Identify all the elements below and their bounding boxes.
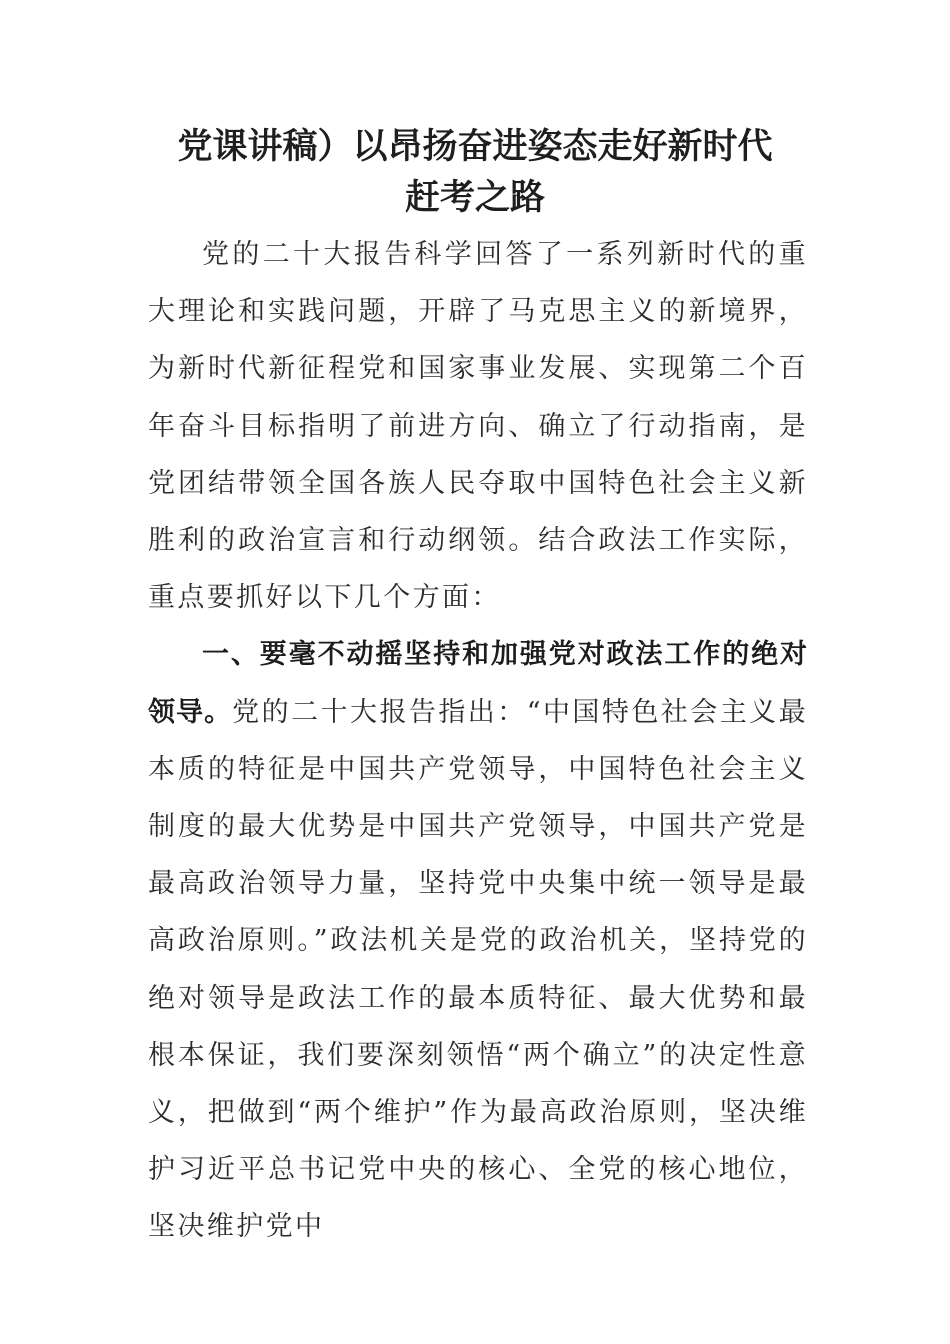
document-title-line-1: 党课讲稿）以昂扬奋进姿态走好新时代 bbox=[177, 127, 773, 167]
document-title-line-2: 赶考之路 bbox=[404, 178, 545, 218]
intro-paragraph: 党的二十大报告科学回答了一系列新时代的重大理论和实践问题，开辟了马克思主义的新境界，为新时代新征程党和国家事业发展、实现第二个百年奋斗目标指明了前进方向、确立了行动指南，是党团结带领全国各族人民夺取中国特色社会主义新胜利的政治宣言和行动纲领。结合政法工作实际，重点要抓好以下几个方面： bbox=[148, 239, 808, 614]
section-1-paragraph bbox=[148, 626, 808, 1255]
document-body bbox=[148, 226, 808, 1256]
section-1-heading: 一、要毫不动摇坚持和加强党对政法工作的绝对领导。 bbox=[148, 639, 808, 728]
section-1-body: 党的二十大报告指出：“中国特色社会主义最本质的特征是中国共产党领导，中国特色社会主义制度的最大优势是中国共产党领导，中国共产党是最高政治领导力量，坚持党中央集中统一领导是最高政治原则。”政法机关是党的政治机关，坚持党的绝对领导是政法工作的最本质特征、最大优势和最根本保证，我们要深刻领悟“两个确立”的决定性意义，把做到“两个维护”作为最高政治原则，坚决维护习近平总书记党中央的核心、全党的核心地位，坚决维护党中 bbox=[148, 696, 808, 1243]
